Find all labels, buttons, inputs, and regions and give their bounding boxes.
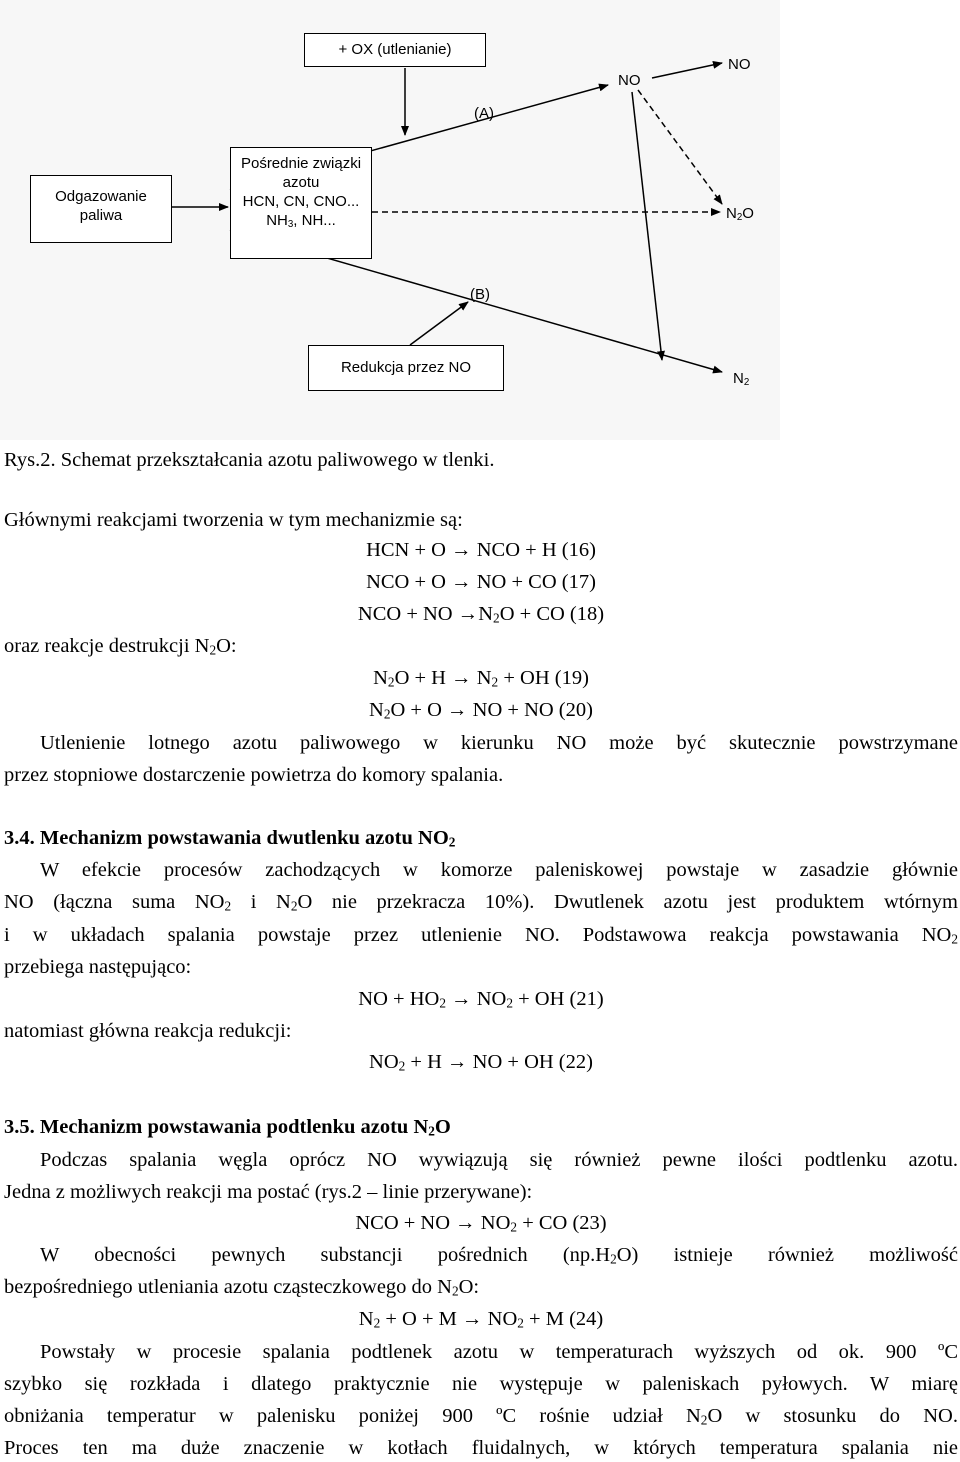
equation-24: $N_2 + O + M \to NO_2 + M$ (24) (358, 1308, 604, 1331)
section-3-5-line7: obniżania temperatur w palenisku poniżej 900 ºC rośnie udział $N_2O$ w stosunku do NO. (4, 1405, 958, 1428)
equation-22: $NO_2 + H$ → NO + OH (22) (369, 1051, 593, 1074)
fuel-degassing-box (30, 175, 172, 243)
product-no-right: NO (728, 56, 751, 73)
section-3-4-line2: NO (łączna suma $NO_2$ i $N_2O$ nie przekracza 10%). Dwutlenek azotu jest produktem wtórnym (4, 891, 958, 914)
reduction-intro: natomiast główna reakcja redukcji: (4, 1020, 292, 1042)
fuel-degassing-label-line1: Odgazowanie (55, 188, 147, 205)
section-3-5-line8: Proces ten ma duże znaczenie w kotłach fluidalnych, w których temperatura spalania nie (4, 1437, 958, 1459)
section-3-5-line4: bezpośredniego utleniania azotu cząsteczkowego do $N_2O$: (4, 1276, 480, 1299)
product-n2o: $N_2O$ (726, 205, 754, 223)
equation-17: NCO + O → NO + CO (17) (366, 571, 596, 593)
equation-23: NCO + NO → $NO_2$ + CO (23) (355, 1212, 607, 1235)
section-3-5-line5: Powstały w procesie spalania podtlenek azotu w temperaturach wyższych od ok. 900 ºC (40, 1341, 958, 1363)
equation-16: HCN + O → NCO + H (16) (366, 539, 596, 561)
equation-18: NCO + NO $\to N_2O$ + CO (18) (357, 603, 605, 626)
equation-20: $N_2O + O$ → NO + NO (20) (369, 699, 593, 722)
nitrogen-conversion-diagram (0, 0, 780, 440)
product-n2: $N_2$ (733, 370, 750, 388)
section-3-5-heading: 3.5. Mechanizm powstawania podtlenku azotu $N_2O$ (4, 1116, 451, 1139)
path-b-label: (B) (470, 286, 490, 303)
section-3-4-heading: 3.4. Mechanizm powstawania dwutlenku azotu $NO_2$ (4, 827, 456, 850)
product-no-left: NO (618, 72, 641, 89)
section-3-4-line1: W efekcie procesów zachodzących w komorze paleniskowej powstaje w zasadzie głównie (40, 859, 958, 881)
intermediate-title-line2: azotu (282, 174, 320, 191)
reduction-label: Redukcja przez NO (340, 359, 472, 376)
oxidation-box (304, 33, 486, 67)
path-a-label: (A) (474, 105, 494, 122)
destruction-intro: oraz reakcje destrukcji $N_2O$: (4, 635, 237, 658)
intermediate-compounds-line1: HCN, CN, CNO... (242, 193, 360, 210)
intermediate-compounds-box (230, 147, 372, 259)
reactions-intro: Głównymi reakcjami tworzenia w tym mechanizmie są: (4, 509, 463, 531)
oxidation-label: + OX (utlenianie) (338, 41, 452, 58)
section-3-4-line4: przebiega następująco: (4, 956, 192, 978)
fuel-degassing-label-line2: paliwa (79, 207, 123, 224)
paragraph-oxidation-line1: Utlenienie lotnego azotu paliwowego w kierunku NO może być skutecznie powstrzymane (40, 732, 958, 754)
reduction-box (308, 345, 504, 391)
section-3-5-line1: Podczas spalania węgla oprócz NO wywiązują się również pewne ilości podtlenku azotu. (40, 1149, 958, 1171)
intermediate-compounds-line2: $NH_3$, NH... (266, 212, 336, 230)
section-3-5-line6: szybko się rozkłada i dlatego praktycznie nie występuje w paleniskach pyłowych. W miarę (4, 1373, 958, 1395)
figure-caption: Rys.2. Schemat przekształcania azotu paliwowego w tlenki. (4, 449, 495, 471)
paragraph-oxidation-line2: przez stopniowe dostarczenie powietrza do komory spalania. (4, 764, 504, 786)
intermediate-title-line1: Pośrednie związki (240, 155, 362, 172)
section-3-5-line3: W obecności pewnych substancji pośrednich $(np.H_2O)$ istnieje również możliwość (40, 1244, 958, 1267)
section-3-5-line2: Jedna z możliwych reakcji ma postać (rys.2 – linie przerywane): (4, 1181, 533, 1203)
equation-19: $N_2O + H \to N_2$ + OH (19) (373, 667, 589, 690)
section-3-4-line3: i w układach spalania powstaje przez utlenienie NO. Podstawowa reakcja powstawania $NO_2$ (4, 924, 958, 947)
equation-21: NO + $HO_2 \to NO_2$ + OH (21) (358, 988, 604, 1011)
